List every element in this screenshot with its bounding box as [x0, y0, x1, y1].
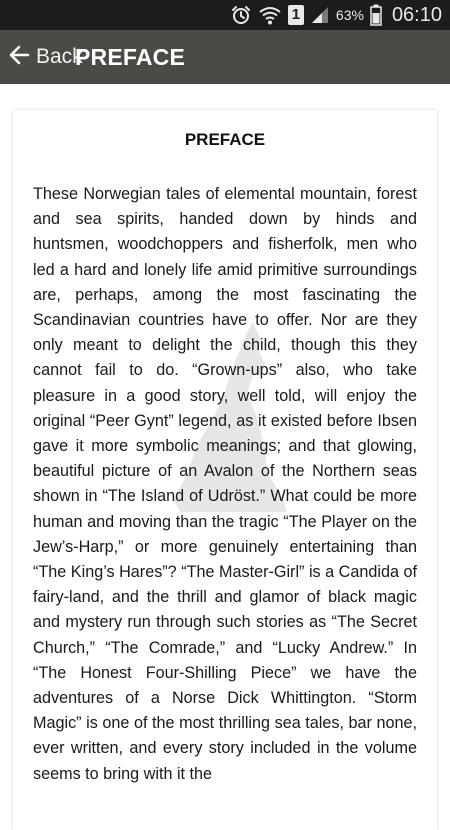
content-card: [13, 110, 437, 830]
battery-icon: [370, 4, 382, 26]
sim-slot-badge: 1: [288, 5, 304, 25]
status-icons: [230, 0, 442, 30]
wifi-icon: [258, 5, 282, 25]
alarm-icon: [230, 4, 252, 26]
arrow-left-icon: [8, 44, 30, 71]
chapter-heading: PREFACE: [184, 130, 266, 149]
chapter-body-text: These Norwegian tales of elemental mountain, forest and sea spirits, handed down by hinds and huntsmen, woodchoppers and fisherfolk, men who led a hard and lonely life amid primitive surroundings are, perhaps, among the most fascinating the Scandinavian countries have to offer. Nor are they only meant to delight the child, though this they cannot fail to do. “Grown-ups” also, who take pleasure in a good story, well told, will enjoy the original “Peer Gynt” legend, as it existed before Ibsen gave it more symbolic meanings; and that glowing, beautiful picture of an Avalon of the Northern seas shown in “The Island of Udröst.” What could be more human and moving than the tragic “The Player on the Jew’s-Harp,” or more genuinely entertaining than “The King’s Hares”? “The Master-Girl” is a Candida of fairy-land, and the thrill and glamor of black magic and mystery run through such stories as “The Secret Church,” “The Comrade,” and “Lucky Andrew.” In “The Honest Four-Shilling Piece” we have the adventures of a Norse Dick Whittington. “Storm Magic” is one of the most thrilling sea tales, bar none, ever written, and every story included in the volume seems to bring with it the: [33, 185, 417, 783]
page-title: PREFACE: [75, 44, 186, 70]
battery-percent: 63%: [335, 7, 364, 23]
status-bar: [0, 0, 450, 30]
back-label: Back: [36, 45, 83, 68]
clock: 06:10: [391, 3, 442, 26]
app-bar: [0, 30, 450, 84]
back-button[interactable]: [8, 30, 83, 84]
signal-icon: [310, 5, 330, 25]
